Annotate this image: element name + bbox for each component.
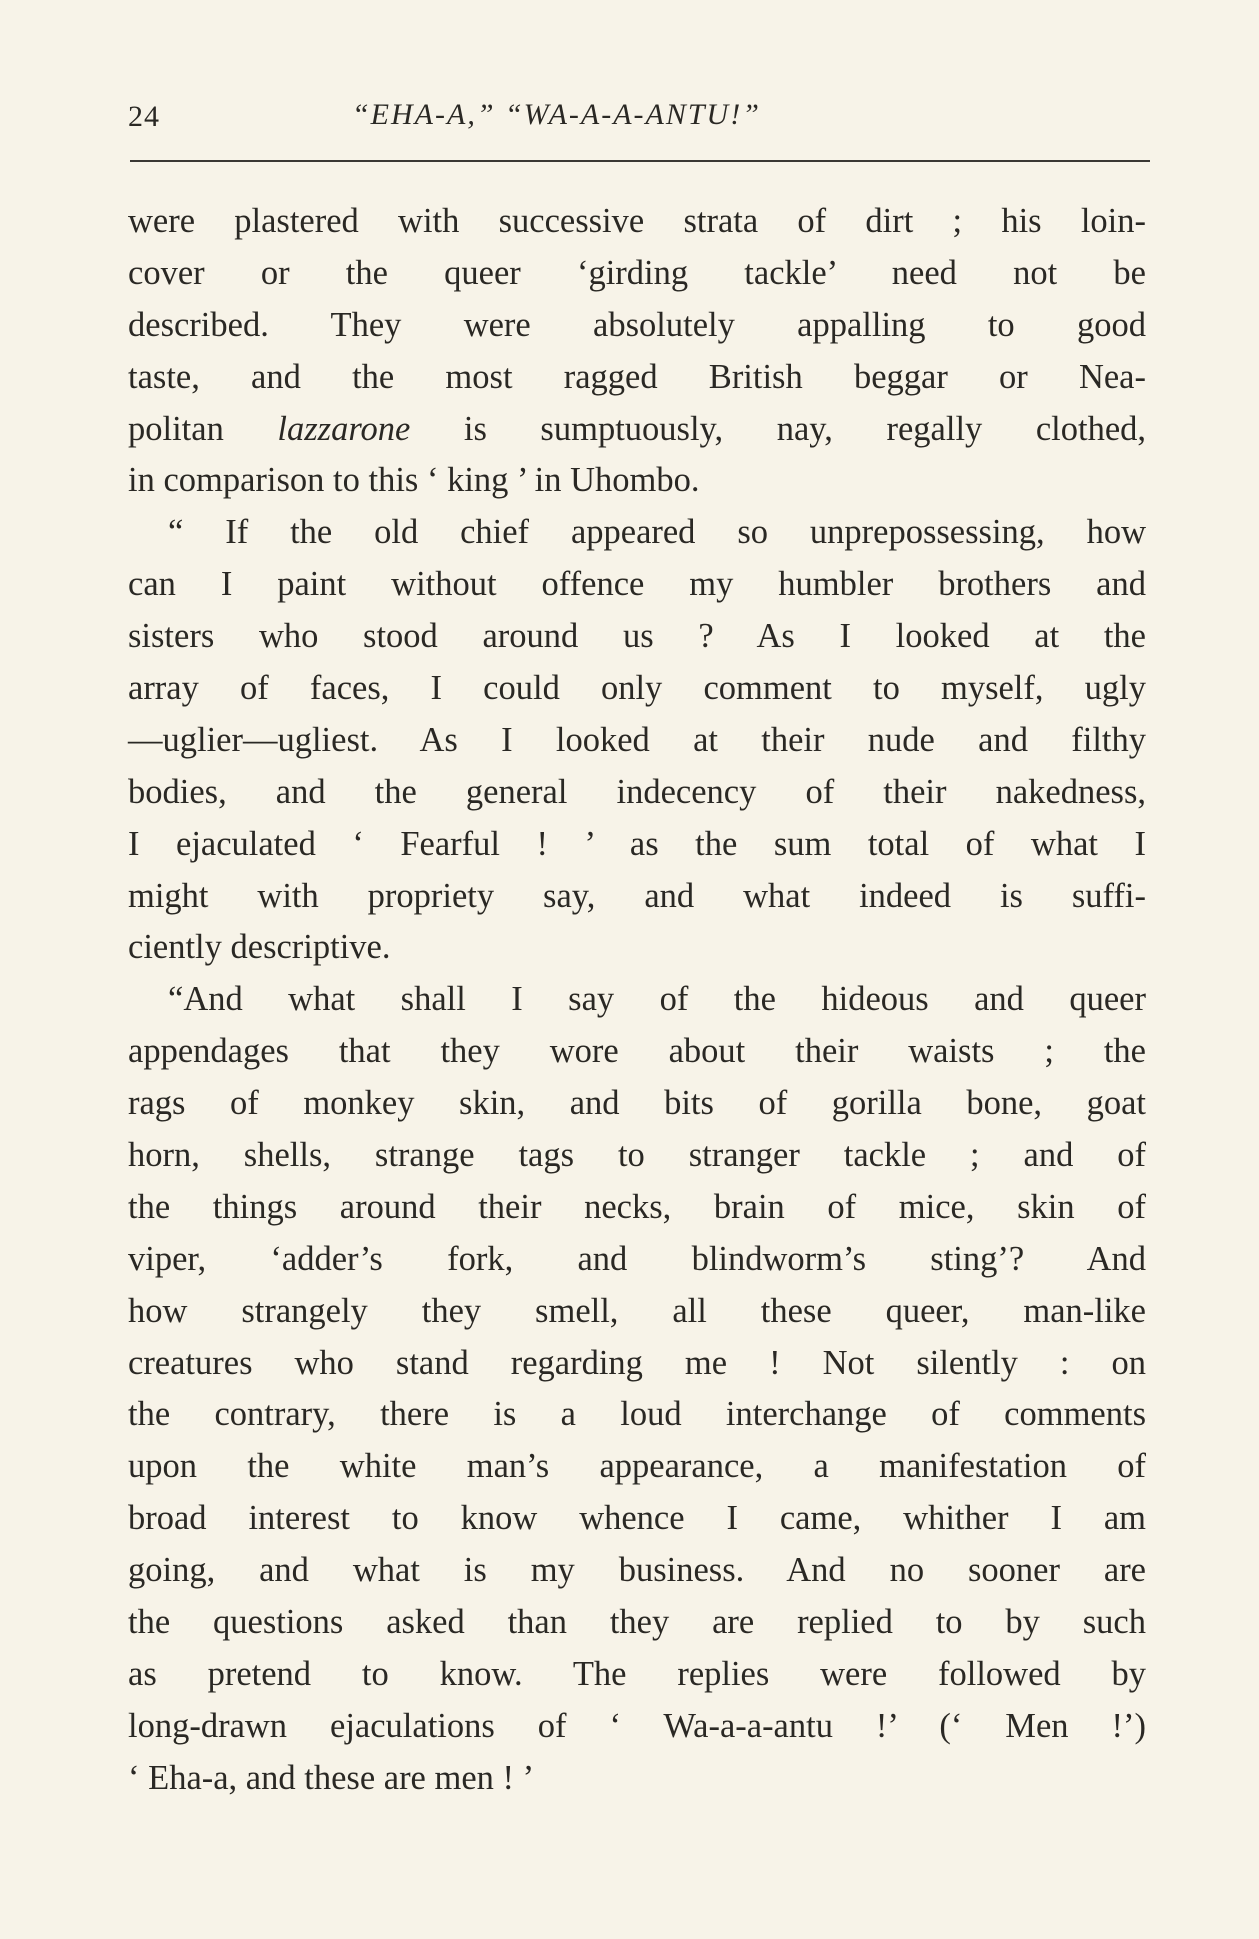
text-line: upon the white man’s appearance, a manifestation of: [128, 1447, 1146, 1486]
text-line: “ If the old chief appeared so unprepossessing, how: [168, 513, 1146, 552]
text-line: bodies, and the general indecency of their nakedness,: [128, 772, 1146, 811]
text-line: the things around their necks, brain of mice, skin of: [128, 1187, 1146, 1226]
running-head: “EHA-A,” “WA-A-A-ANTU!”: [352, 98, 761, 131]
text-line: array of faces, I could only comment to myself, ugly: [128, 669, 1146, 708]
text-line: appendages that they wore about their waists ; the: [128, 1032, 1146, 1071]
text-line: described. They were absolutely appalling to good: [128, 305, 1146, 344]
text-line: rags of monkey skin, and bits of gorilla bone, goat: [128, 1084, 1146, 1123]
text-line: the questions asked than they are replied to by such: [128, 1603, 1146, 1642]
text-line: —uglier—ugliest. As I looked at their nude and filthy: [128, 720, 1146, 759]
text-line: long-drawn ejaculations of ‘ Wa-a-a-antu !’ (‘ Men !’): [128, 1706, 1146, 1745]
text-line: I ejaculated ‘ Fearful ! ’ as the sum total of what I: [128, 824, 1146, 863]
page-number: 24: [128, 100, 160, 133]
text-line: “And what shall I say of the hideous and queer: [168, 980, 1146, 1019]
text-line: the contrary, there is a loud interchange of comments: [128, 1395, 1146, 1434]
text-fragment: is sumptuously, nay, regally clothed,: [463, 409, 1147, 448]
text-line: broad interest to know whence I came, whither I am: [128, 1499, 1146, 1538]
body-text: [128, 196, 1146, 1805]
text-line: horn, shells, strange tags to stranger tackle ; and of: [128, 1136, 1146, 1175]
text-line: going, and what is my business. And no sooner are: [128, 1551, 1146, 1590]
text-line: taste, and the most ragged British beggar or Nea-: [128, 357, 1146, 396]
page-header: [128, 96, 1148, 140]
text-line: how strangely they smell, all these queer, man-like: [128, 1291, 1146, 1330]
text-line: can I paint without offence my humbler brothers and: [128, 565, 1146, 604]
text-line: [128, 404, 1146, 456]
header-rule: [130, 160, 1150, 162]
text-line: were plastered with successive strata of dirt ; his loin-: [128, 202, 1146, 240]
text-line: ciently descriptive.: [128, 928, 391, 967]
text-line: as pretend to know. The replies were followed by: [128, 1654, 1146, 1693]
text-fragment: politan: [128, 409, 224, 448]
text-line: viper, ‘adder’s fork, and blindworm’s sting’? And: [128, 1239, 1146, 1278]
text-line: might with propriety say, and what indeed is suffi-: [128, 876, 1146, 915]
text-line: ‘ Eha-a, and these are men ! ’: [128, 1758, 535, 1797]
text-line: sisters who stood around us ? As I looked at the: [128, 617, 1146, 656]
text-line: cover or the queer ‘girding tackle’ need not be: [128, 253, 1146, 292]
text-line: creatures who stand regarding me ! Not silently : on: [128, 1343, 1146, 1382]
italic-word: lazzarone: [277, 409, 411, 448]
text-line: in comparison to this ‘ king ’ in Uhombo.: [128, 461, 700, 500]
